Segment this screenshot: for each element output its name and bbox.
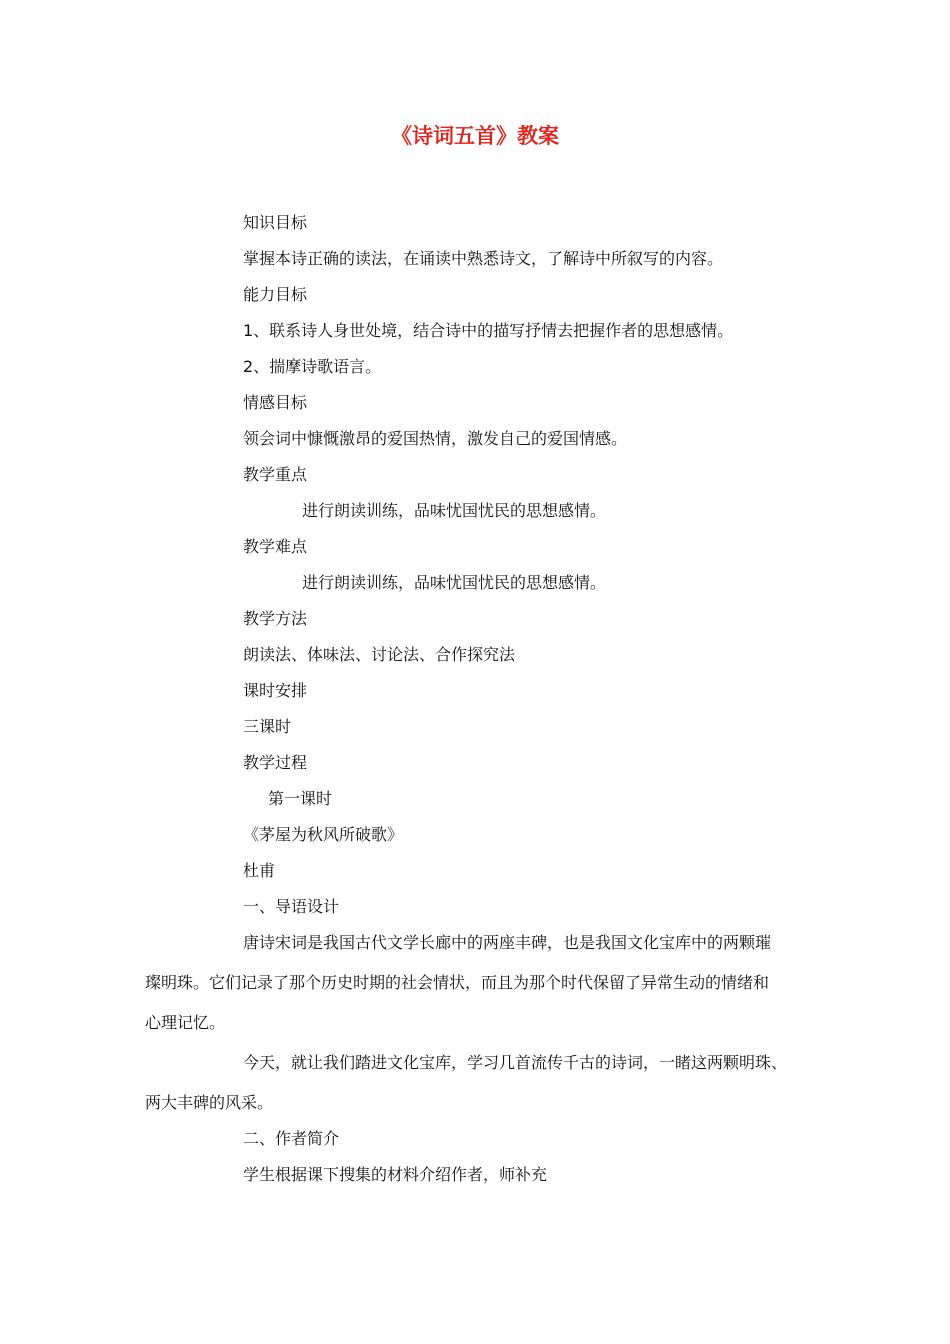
text-emotion-goal: 领会词中慷慨激昂的爱国热情，激发自己的爱国情感。 [243, 429, 628, 448]
text-lesson-one: 第一课时 [268, 789, 333, 808]
text-introduction-2: 璨明珠。它们记录了那个历史时期的社会情状，而且为那个时代保留了异常生动的情绪和 [145, 973, 770, 992]
text-teaching-method: 朗读法、体味法、讨论法、合作探究法 [243, 645, 516, 664]
document-title: 《诗词五首》教案 [391, 124, 559, 148]
text-ability-goal-1: 1、联系诗人身世处境，结合诗中的描写抒情去把握作者的思想感情。 [243, 321, 734, 340]
text-teaching-focus: 进行朗读训练，品味忧国忧民的思想感情。 [302, 501, 607, 520]
heading-teaching-method: 教学方法 [243, 609, 308, 628]
text-author-intro: 学生根据课下搜集的材料介绍作者，师补充 [243, 1165, 548, 1184]
heading-ability-goal: 能力目标 [243, 285, 308, 304]
heading-emotion-goal: 情感目标 [243, 393, 308, 412]
text-introduction-1: 唐诗宋词是我国古代文学长廊中的两座丰碑，也是我国文化宝库中的两颗璀 [243, 933, 772, 952]
heading-author-intro: 二、作者简介 [243, 1129, 340, 1148]
text-knowledge-goal: 掌握本诗正确的读法，在诵读中熟悉诗文，了解诗中所叙写的内容。 [243, 249, 724, 268]
heading-knowledge-goal: 知识目标 [243, 213, 308, 232]
heading-teaching-process: 教学过程 [243, 753, 308, 772]
heading-teaching-focus: 教学重点 [243, 465, 308, 484]
heading-schedule: 课时安排 [243, 681, 308, 700]
text-introduction-5: 两大丰碑的风采。 [145, 1093, 274, 1112]
text-poem-author: 杜甫 [243, 861, 276, 880]
heading-teaching-difficulty: 教学难点 [243, 537, 308, 556]
text-ability-goal-2: 2、揣摩诗歌语言。 [243, 357, 382, 376]
heading-introduction: 一、导语设计 [243, 897, 340, 916]
text-poem-title: 《茅屋为秋风所破歌》 [243, 825, 404, 844]
text-teaching-difficulty: 进行朗读训练，品味忧国忧民的思想感情。 [302, 573, 607, 592]
text-schedule: 三课时 [243, 717, 292, 736]
text-introduction-4: 今天，就让我们踏进文化宝库，学习几首流传千古的诗词，一睹这两颗明珠、 [243, 1053, 788, 1072]
text-introduction-3: 心理记忆。 [145, 1013, 226, 1032]
